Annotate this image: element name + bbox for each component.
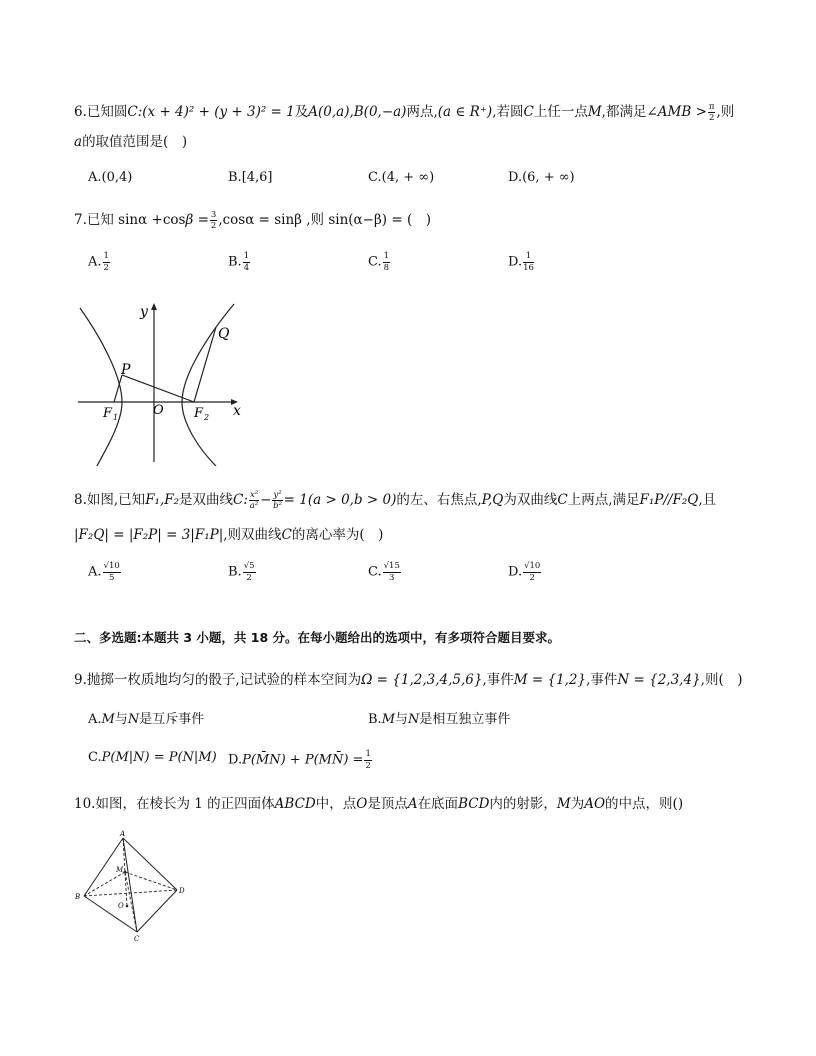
edge-ac — [123, 838, 137, 932]
option-a[interactable]: A. $\frac{√10}{5}$ — [88, 561, 120, 583]
option-b[interactable]: B. $\frac{1}{4}$ — [228, 251, 250, 273]
label-f1: F — [103, 406, 113, 421]
section-heading: 二、多选题:本题共 3 小题，共 18 分。在每小题给出的选项中，有多项符合题目要求。 — [74, 630, 561, 645]
fraction: $\frac{\pi}{2}$ — [708, 101, 715, 123]
option-b[interactable]: B. $\frac{√5}{2}$ — [228, 561, 255, 583]
segment-f2q — [194, 327, 216, 402]
tetrahedron-figure — [72, 828, 192, 942]
label-q: Q — [218, 326, 230, 342]
segment-mc — [125, 872, 137, 932]
question-7: 7.已知 sinα +cosβ = $\frac{3}{2}$ ,cosα = sinβ ,则 sin(α−β) = ( ) — [74, 209, 431, 231]
edge-ad — [123, 838, 177, 890]
label-c: C — [134, 935, 140, 942]
hyperbola-left-branch — [80, 308, 122, 466]
option-d[interactable]: D.P(M̄N) + P(MN̄) = $\frac{1}{2}$ — [228, 749, 371, 771]
option-b[interactable]: B.[4,6] — [228, 170, 273, 185]
edge-bc — [84, 896, 137, 932]
label-a: A — [120, 830, 126, 838]
y-axis-arrow — [151, 303, 157, 310]
question-number: 7. — [74, 212, 87, 228]
label-f1-sub: 1 — [113, 413, 119, 422]
question-9: 9.抛掷一枚质地均匀的骰子,记试验的样本空间为Ω = {1,2,3,4,5,6},事件M = {1,2},事件N = {2,3,4},则( ) — [74, 672, 743, 688]
option-a[interactable]: A.M与N是互斥事件 — [88, 712, 205, 727]
point-o — [126, 905, 129, 908]
option-c[interactable]: C. $\frac{1}{8}$ — [368, 251, 390, 273]
question-8-line-1: 8.如图,已知F₁,F₂是双曲线C: $\frac{\text{x²}}{\text{a²}}$ − $\frac{\text{y²}}{\text{b²}}$ = 1(a > 0,b > 0)的左、右焦点,P,Q为双曲线C上两点,满足F₁P//F₂Q,且 — [74, 489, 717, 511]
option-a[interactable]: A.(0,4) — [88, 170, 133, 185]
question-6-line-1: 6.已知圆C:(x + 4)² + (y + 3)² = 1及A(0,a),B(0,−a)两点,(a ∈ R⁺),若圆C上任一点M,都满足∠AMB > $\frac{\pi}{2}$ ,则 — [74, 101, 735, 123]
option-d[interactable]: D. $\frac{1}{16}$ — [508, 251, 534, 273]
label-o: O — [118, 902, 124, 910]
label-d: D — [179, 887, 185, 895]
question-number: 9. — [74, 672, 87, 688]
option-a[interactable]: A. $\frac{1}{2}$ — [88, 251, 109, 273]
hyperbola-figure — [76, 300, 248, 466]
option-c[interactable]: C.P(M|N) = P(N|M) — [88, 750, 217, 765]
label-f2-sub: 2 — [204, 413, 210, 422]
question-number: 8. — [74, 492, 87, 508]
question-8-line-2: |F₂Q| = |F₂P| = 3|F₁P|,则双曲线C的离心率为( ) — [74, 527, 384, 543]
segment-md — [125, 872, 177, 890]
option-c[interactable]: C. $\frac{√15}{3}$ — [368, 561, 400, 583]
label-f2: F — [194, 406, 204, 421]
option-b[interactable]: B.M与N是相互独立事件 — [368, 712, 511, 727]
label-y: y — [140, 304, 148, 320]
label-m: M — [116, 866, 124, 874]
label-o: O — [153, 403, 164, 418]
question-6-line-2: a的取值范围是( ) — [74, 134, 188, 150]
label-x: x — [233, 403, 241, 419]
question-number: 6. — [74, 104, 87, 120]
option-d[interactable]: D. $\frac{√10}{2}$ — [508, 561, 541, 583]
fraction: $\frac{3}{2}$ — [210, 209, 217, 231]
option-d[interactable]: D.(6, + ∞) — [508, 170, 575, 185]
question-number: 10. — [74, 796, 96, 812]
label-p: P — [121, 362, 131, 378]
option-c[interactable]: C.(4, + ∞) — [368, 170, 435, 185]
label-b: B — [75, 893, 81, 901]
point-m — [124, 871, 127, 874]
segment-mb — [84, 872, 125, 896]
edge-cd — [137, 890, 177, 932]
question-10: 10.如图，在棱长为 1 的正四面体ABCD中，点O是顶点A在底面BCD内的射影，M为AO的中点，则() — [74, 796, 684, 812]
